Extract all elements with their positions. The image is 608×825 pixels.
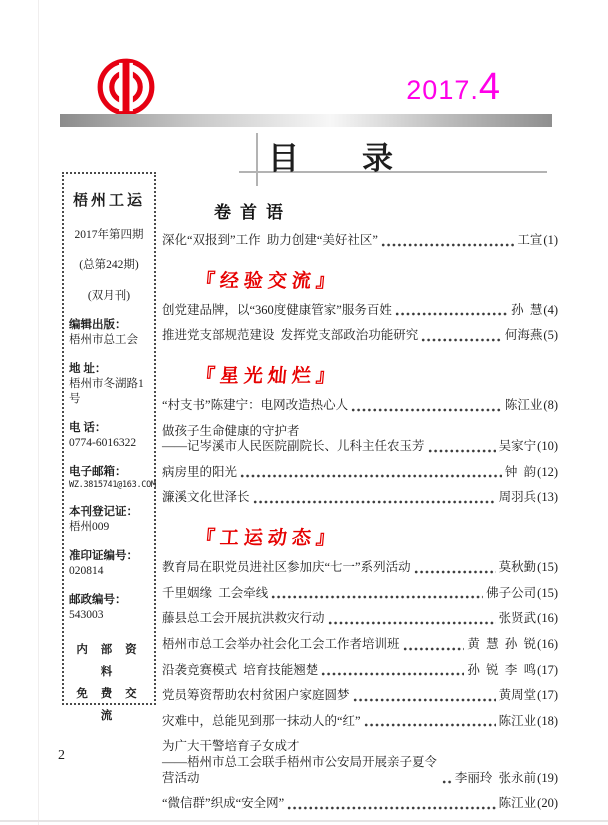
toc-entry-subtitle	[162, 755, 558, 786]
dot-leader	[240, 467, 502, 480]
entry-page: (13)	[537, 490, 558, 505]
entry-page: (17)	[537, 662, 558, 677]
postal-label: 邮政编号：	[69, 593, 127, 606]
entry-title: 千里姻缘 工会牵线	[162, 585, 269, 600]
entry-page: (12)	[537, 464, 558, 479]
frequency-line: (双月刊)	[87, 290, 131, 303]
entry-title: 做孩子生命健康的守护者	[162, 423, 300, 438]
dot-leader	[321, 665, 464, 678]
entry-title: 推进党支部规范建设 发挥党支部政治功能研究	[162, 328, 419, 343]
entry-author: 钟 韵	[504, 464, 537, 479]
dot-leader	[287, 799, 495, 812]
email-group	[69, 465, 156, 491]
toc-entry	[162, 688, 558, 704]
issue-label	[390, 66, 500, 109]
entry-title: 深化“双报到”工作 助力创建“美好社区”	[162, 233, 378, 247]
entry-page: (19)	[537, 770, 558, 785]
entry-title: 梧州市总工会举办社会化工会工作者培训班	[162, 636, 400, 651]
entry-author: 孙 锐 李 鸣	[467, 662, 537, 677]
section-heading: 『经验交流』	[194, 270, 341, 292]
toc-entry	[162, 611, 558, 627]
phone-value: 0774-6016322	[69, 436, 137, 449]
entry-author: 佛子公司	[486, 585, 537, 600]
internal-material-notice	[69, 640, 149, 727]
table-of-contents	[162, 194, 558, 812]
entry-page: (16)	[537, 611, 558, 626]
entry-title: “微信群”织成“安全网”	[162, 796, 285, 811]
permit-label: 准印证编号：	[69, 549, 138, 562]
publisher-group	[69, 318, 149, 348]
entry-title: 教育局在职党员进社区参加庆“七一”系列活动	[162, 560, 411, 574]
toc-section-preface	[162, 198, 558, 249]
journal-title: 梧州工运	[72, 193, 145, 209]
entry-title: 濂溪文化世泽长	[162, 490, 250, 505]
address-label: 地 址：	[69, 363, 107, 376]
entry-page: (4)	[543, 302, 558, 317]
postal-value: 543003	[69, 608, 104, 621]
toc-entry	[162, 465, 558, 481]
entry-page: (16)	[537, 636, 558, 651]
entry-title: 灾难中，总能见到那一抹动人的“红”	[162, 713, 361, 728]
toc-entry	[162, 424, 558, 440]
entry-author: 吴家宁	[498, 439, 537, 454]
entry-author: 工宣	[517, 233, 543, 247]
dot-leader	[351, 401, 502, 414]
entry-title: 病房里的阳光	[162, 464, 238, 479]
trade-union-emblem-icon	[95, 56, 157, 118]
toc-section-experience-exchange	[162, 266, 558, 344]
entry-page: (15)	[537, 560, 558, 574]
dot-leader	[328, 614, 496, 627]
dot-leader	[421, 331, 502, 344]
entry-author: 张贤武	[498, 611, 537, 626]
toc-entry	[162, 714, 558, 730]
internal-material-line1: 内 部 资 料	[76, 644, 142, 679]
toc-entry	[162, 586, 558, 602]
toc-entry-subtitle	[162, 439, 558, 455]
scan-bottom-edge	[0, 820, 608, 822]
address-group	[69, 362, 149, 407]
registration-label: 本刊登记证：	[69, 505, 138, 518]
issue-line: 2017年第四期	[74, 228, 144, 241]
dot-leader	[271, 588, 483, 601]
entry-subtitle: ——记岑溪市人民医院副院长、儿科主任农玉芳	[162, 439, 425, 454]
contents-title-vertical-rule	[256, 133, 258, 186]
entry-page: (8)	[543, 397, 558, 412]
toc-entry	[162, 663, 558, 679]
page-number: 2	[58, 748, 65, 763]
entry-author: 黄周堂	[498, 688, 537, 703]
dot-leader	[353, 691, 496, 704]
section-heading: 『星光灿烂』	[194, 365, 341, 387]
toc-entry	[162, 398, 558, 414]
entry-page: (20)	[537, 796, 558, 811]
toc-section-labor-movement-news	[162, 523, 558, 812]
total-issue-line: (总第242期)	[79, 259, 139, 272]
gradient-divider-bar	[60, 114, 552, 127]
toc-entry	[162, 560, 558, 576]
entry-author: 李丽玲 张永前	[454, 770, 537, 785]
entry-title: “村支书”陈建宁：电网改造热心人	[162, 397, 349, 412]
section-heading: 『工运动态』	[194, 528, 341, 549]
issue-number: 4	[478, 66, 500, 108]
internal-material-line2: 免 费 交 流	[76, 688, 142, 723]
issue-year: 2017.	[406, 75, 479, 105]
entry-page: (1)	[543, 233, 558, 247]
entry-author: 何海燕	[504, 328, 543, 343]
entry-title: 党员筹资帮助农村贫困户家庭圆梦	[162, 688, 350, 703]
dot-leader	[442, 773, 452, 786]
dot-leader	[414, 563, 496, 576]
entry-author: 陈江业	[498, 796, 537, 811]
entry-author: 陈江业	[504, 397, 543, 412]
entry-page: (10)	[537, 439, 558, 454]
address-value: 梧州市冬湖路1号	[69, 378, 144, 406]
entry-author: 孙 慧	[511, 302, 543, 317]
permit-group	[69, 549, 149, 579]
phone-group	[69, 421, 149, 451]
scan-left-edge	[38, 0, 39, 825]
entry-title: 创党建品牌，以“360度健康管家”服务百姓	[162, 302, 392, 317]
permit-value: 020814	[69, 564, 104, 577]
entry-page: (15)	[537, 585, 558, 600]
toc-entry	[162, 796, 558, 812]
entry-author: 周羽兵	[498, 490, 537, 505]
toc-section-shining-stars	[162, 361, 558, 506]
section-heading: 卷首语	[214, 203, 292, 222]
entry-author: 陈江业	[498, 713, 537, 728]
phone-label: 电 话：	[69, 422, 107, 434]
toc-entry	[162, 637, 558, 653]
entry-author: 黄 慧 孙 锐	[467, 636, 537, 651]
dot-leader	[253, 493, 496, 506]
dot-leader	[428, 442, 496, 455]
publisher-label: 编辑出版：	[69, 319, 127, 332]
entry-author: 莫秋勤	[498, 560, 537, 574]
entry-title: 为广大干警培育子女成才	[162, 739, 300, 754]
email-label: 电子邮箱：	[69, 465, 127, 478]
toc-entry	[162, 739, 558, 755]
dot-leader	[395, 305, 508, 318]
toc-entry	[162, 328, 558, 344]
toc-entry	[162, 233, 558, 249]
entry-title: 沿袭竞赛模式 培育技能翘楚	[162, 662, 319, 677]
entry-subtitle: ——梧州市总工会联手梧州市公安局开展亲子夏令营活动	[162, 755, 438, 785]
registration-group	[69, 505, 149, 535]
publisher-value: 梧州市总工会	[69, 334, 138, 347]
entry-page: (18)	[537, 713, 558, 728]
dot-leader	[403, 640, 465, 653]
email-value: WZ.3815741@163.COM	[69, 479, 156, 490]
publication-info-sidebar	[62, 172, 156, 723]
registration-value: 梧州009	[69, 520, 110, 533]
entry-title: 藤县总工会开展抗洪救灾行动	[162, 611, 325, 626]
postal-group	[69, 593, 149, 623]
contents-title: 目 录	[268, 141, 409, 176]
dot-leader	[381, 236, 514, 249]
entry-page: (5)	[543, 328, 558, 343]
dot-leader	[364, 716, 496, 729]
toc-entry	[162, 490, 558, 506]
toc-entry	[162, 303, 558, 319]
entry-page: (17)	[537, 688, 558, 703]
